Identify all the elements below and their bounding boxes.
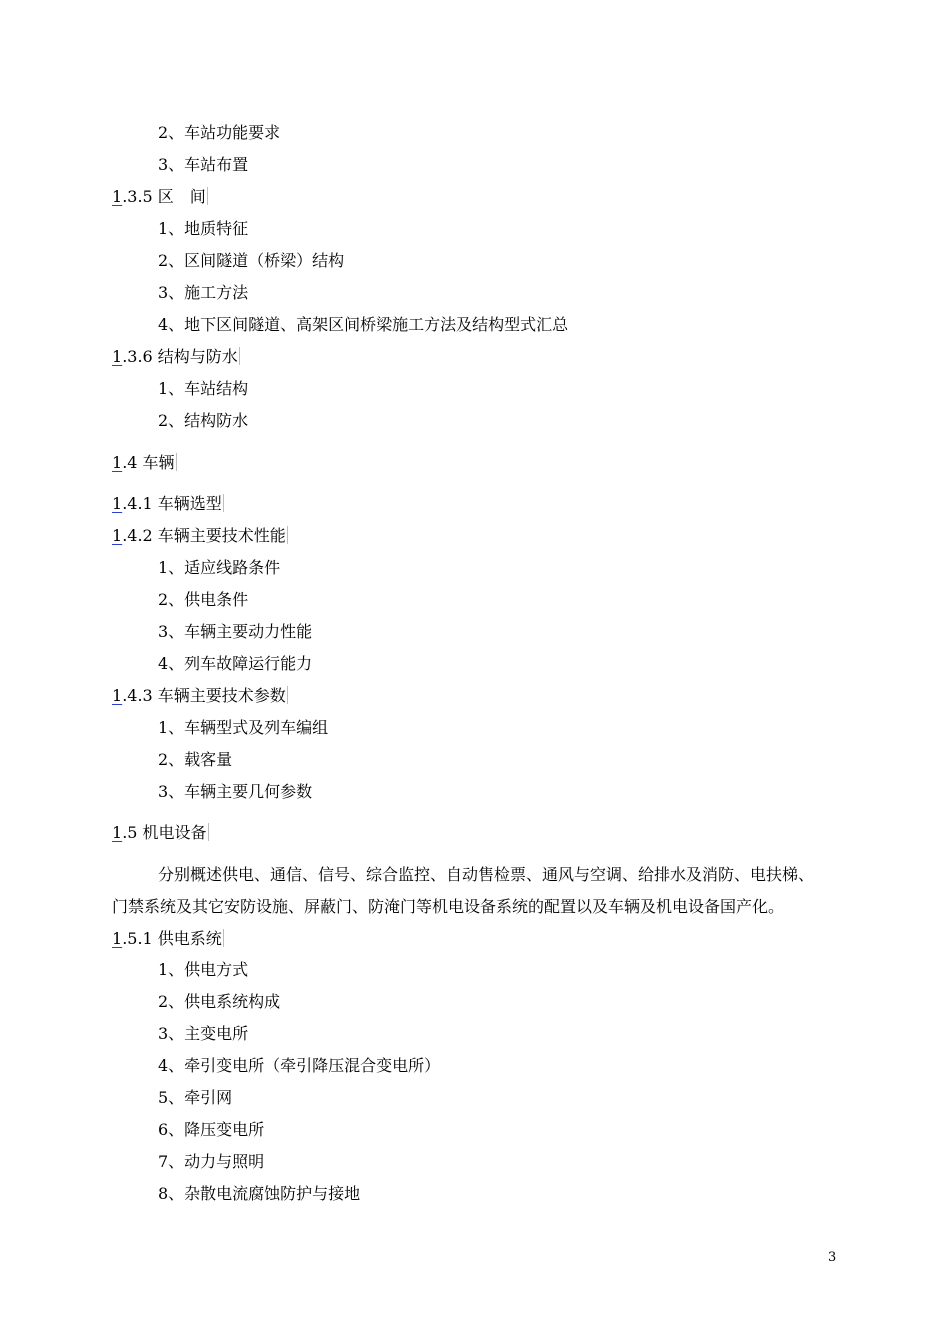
list-item-text: 6、降压变电所 — [158, 1120, 265, 1139]
paragraph-line: 分别概述供电、通信、信号、综合监控、自动售检票、通风与空调、给排水及消防、电扶梯、 — [158, 865, 815, 884]
heading-number-rest: .3.6 — [122, 347, 153, 366]
list-item — [158, 1056, 440, 1076]
list-item — [158, 718, 328, 738]
heading-number-first: 1 — [112, 187, 123, 206]
text-boundary-mark — [207, 187, 208, 205]
list-item — [158, 123, 280, 143]
heading-number-first: 1 — [112, 347, 123, 366]
heading-title: 车辆选型 — [152, 494, 222, 513]
text-boundary-mark — [287, 526, 288, 544]
list-item — [158, 1184, 360, 1204]
list-item — [158, 219, 248, 239]
list-item-text: 1、供电方式 — [158, 960, 249, 979]
list-item — [158, 654, 312, 674]
list-item — [158, 379, 248, 399]
list-item-text: 2、供电条件 — [158, 590, 249, 609]
list-item — [158, 750, 232, 770]
list-item — [158, 155, 248, 175]
list-item-text: 8、杂散电流腐蚀防护与接地 — [158, 1184, 361, 1203]
list-item-text: 2、供电系统构成 — [158, 992, 281, 1011]
heading-number-rest: .4 — [122, 453, 138, 472]
heading-title: 供电系统 — [152, 929, 222, 948]
heading-number-first: 1 — [112, 929, 123, 948]
list-item — [158, 411, 248, 431]
list-item — [158, 960, 248, 980]
list-item — [158, 315, 568, 335]
list-item-text: 3、车辆主要动力性能 — [158, 622, 313, 641]
list-item-text: 5、牵引网 — [158, 1088, 233, 1107]
section-heading — [112, 347, 240, 367]
section-heading — [112, 686, 288, 706]
list-item — [158, 1088, 232, 1108]
heading-title: 车辆主要技术参数 — [152, 686, 286, 705]
list-item-text: 1、车辆型式及列车编组 — [158, 718, 329, 737]
list-item — [158, 283, 248, 303]
text-boundary-mark — [176, 453, 177, 471]
heading-number-rest: .5.1 — [122, 929, 153, 948]
list-item-text: 7、动力与照明 — [158, 1152, 265, 1171]
section-heading — [112, 187, 208, 207]
heading-number-first: 1 — [112, 494, 123, 513]
list-item-text: 1、适应线路条件 — [158, 558, 281, 577]
list-item — [158, 590, 248, 610]
heading-number-first: 1 — [112, 453, 123, 472]
heading-number-rest: .4.3 — [122, 686, 153, 705]
heading-title: 区 间 — [152, 187, 206, 206]
paragraph-line: 门禁系统及其它安防设施、屏蔽门、防淹门等机电设备系统的配置以及车辆及机电设备国产化。 — [112, 897, 785, 916]
body-paragraph — [112, 865, 840, 885]
page-number: 3 — [828, 1250, 837, 1265]
body-paragraph-continuation — [112, 897, 840, 917]
heading-number-first: 1 — [112, 823, 123, 842]
section-heading — [112, 494, 224, 514]
list-item-text: 3、主变电所 — [158, 1024, 249, 1043]
heading-number-rest: .4.2 — [122, 526, 153, 545]
list-item-text: 3、车站布置 — [158, 155, 249, 174]
text-boundary-mark — [239, 347, 240, 365]
list-item — [158, 622, 312, 642]
list-item — [158, 782, 312, 802]
text-boundary-mark — [223, 494, 224, 512]
list-item-text: 1、车站结构 — [158, 379, 249, 398]
heading-title: 车辆 — [137, 453, 175, 472]
section-heading — [112, 526, 288, 546]
heading-number-rest: .4.1 — [122, 494, 153, 513]
list-item-text: 2、车站功能要求 — [158, 123, 281, 142]
section-heading — [112, 823, 209, 843]
heading-number-first: 1 — [112, 526, 123, 545]
list-item-text: 2、结构防水 — [158, 411, 249, 430]
list-item — [158, 1024, 248, 1044]
heading-title: 车辆主要技术性能 — [152, 526, 286, 545]
list-item-text: 2、区间隧道（桥梁）结构 — [158, 251, 345, 270]
list-item — [158, 251, 344, 271]
section-heading — [112, 929, 224, 949]
list-item-text: 4、地下区间隧道、高架区间桥梁施工方法及结构型式汇总 — [158, 315, 569, 334]
list-item-text: 2、载客量 — [158, 750, 233, 769]
text-boundary-mark — [208, 823, 209, 841]
list-item-text: 3、车辆主要几何参数 — [158, 782, 313, 801]
list-item — [158, 1120, 264, 1140]
heading-number-first: 1 — [112, 686, 123, 705]
section-heading — [112, 453, 177, 473]
list-item-text: 3、施工方法 — [158, 283, 249, 302]
list-item — [158, 558, 280, 578]
list-item-text: 4、牵引变电所（牵引降压混合变电所） — [158, 1056, 441, 1075]
heading-number-rest: .5 — [122, 823, 138, 842]
list-item — [158, 992, 280, 1012]
list-item-text: 4、列车故障运行能力 — [158, 654, 313, 673]
list-item-text: 1、地质特征 — [158, 219, 249, 238]
list-item — [158, 1152, 264, 1172]
text-boundary-mark — [223, 929, 224, 947]
heading-title: 机电设备 — [137, 823, 207, 842]
heading-number-rest: .3.5 — [122, 187, 153, 206]
heading-title: 结构与防水 — [152, 347, 238, 366]
text-boundary-mark — [287, 686, 288, 704]
